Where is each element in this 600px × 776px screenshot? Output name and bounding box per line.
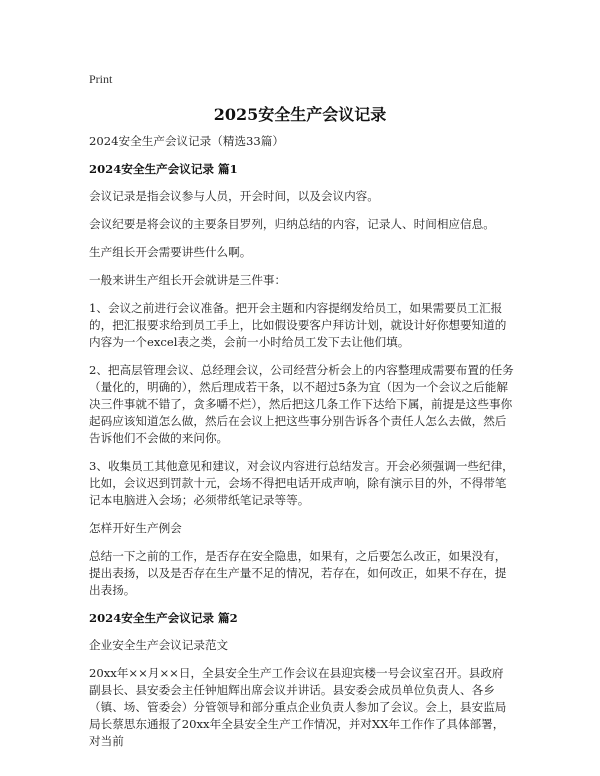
paragraph: 企业安全生产会议记录范文 bbox=[89, 638, 229, 652]
list-item: 1、会议之前进行会议准备。把开会主题和内容提纲发给员工，如果需要员工汇报的，把汇报要求给到员工手上，比如假设要客户拜访计划，就设计好你想要知道的内容为一个excel表之类，会前一小时给员工发下去让他们填。 bbox=[89, 301, 507, 349]
section-heading-2: 2024安全生产会议记录 篇2 bbox=[89, 611, 238, 625]
page-title: 2025安全生产会议记录 bbox=[213, 105, 387, 124]
paragraph: 会议纪要是将会议的主要条目罗列，归纳总结的内容，记录人、时间相应信息。 bbox=[89, 217, 495, 231]
print-label[interactable]: Print bbox=[89, 72, 113, 86]
list-item: 2、把高层管理会议、总经理会议，公司经营分析会上的内容整理成需要布置的任务（量化的，明确的），然后理成若干条，以不超过5条为宜（因为一个会议之后能解决三件事就不错了，贪多嚼不烂），然后把这几条工作下达给下属，前提是这些事你起码应该知道怎么做，然后在会议上把这些事分别告诉各个责任人怎么去做，然后告诉他们不会做的来问你。 bbox=[89, 363, 514, 445]
paragraph: 会议记录是指会议参与人员，开会时间，以及会议内容。 bbox=[89, 189, 379, 203]
paragraph: 生产组长开会需要讲些什么啊。 bbox=[89, 245, 252, 259]
paragraph: 怎样开好生产例会 bbox=[89, 521, 182, 535]
list-item: 3、收集员工其他意见和建议，对会议内容进行总结发言。开会必须强调一些纪律，比如，会议迟到罚款十元，会场不得把电话开成声响，除有演示目的外，不得带笔记本电脑进入会场；必须带纸笔记录等等。 bbox=[89, 459, 514, 507]
section-heading-1: 2024安全生产会议记录 篇1 bbox=[89, 162, 238, 176]
document-body bbox=[89, 133, 514, 761]
paragraph: 20xx年××月××日，全县安全生产工作会议在县迎宾楼一号会议室召开。县政府副县长、县安委会主任钟旭辉出席会议并讲话。县安委会成员单位负责人、各乡（镇、场、管委会）分管领导和部分重点企业负责人参加了会议。会上，县安监局局长蔡思东通报了20xx年全县安全生产工作情况，并对XX年工作作了具体部署，对当前 bbox=[89, 666, 507, 748]
paragraph: 总结一下之前的工作，是否存在安全隐患，如果有，之后要怎么改正，如果没有，提出表扬，以及是否存在生产量不足的情况，若存在，如何改正，如果不存在，提出表扬。 bbox=[89, 549, 507, 597]
document-subtitle: 2024安全生产会议记录（精选33篇） bbox=[89, 134, 284, 148]
paragraph: 一般来讲生产组长开会就讲是三件事： bbox=[89, 273, 287, 287]
